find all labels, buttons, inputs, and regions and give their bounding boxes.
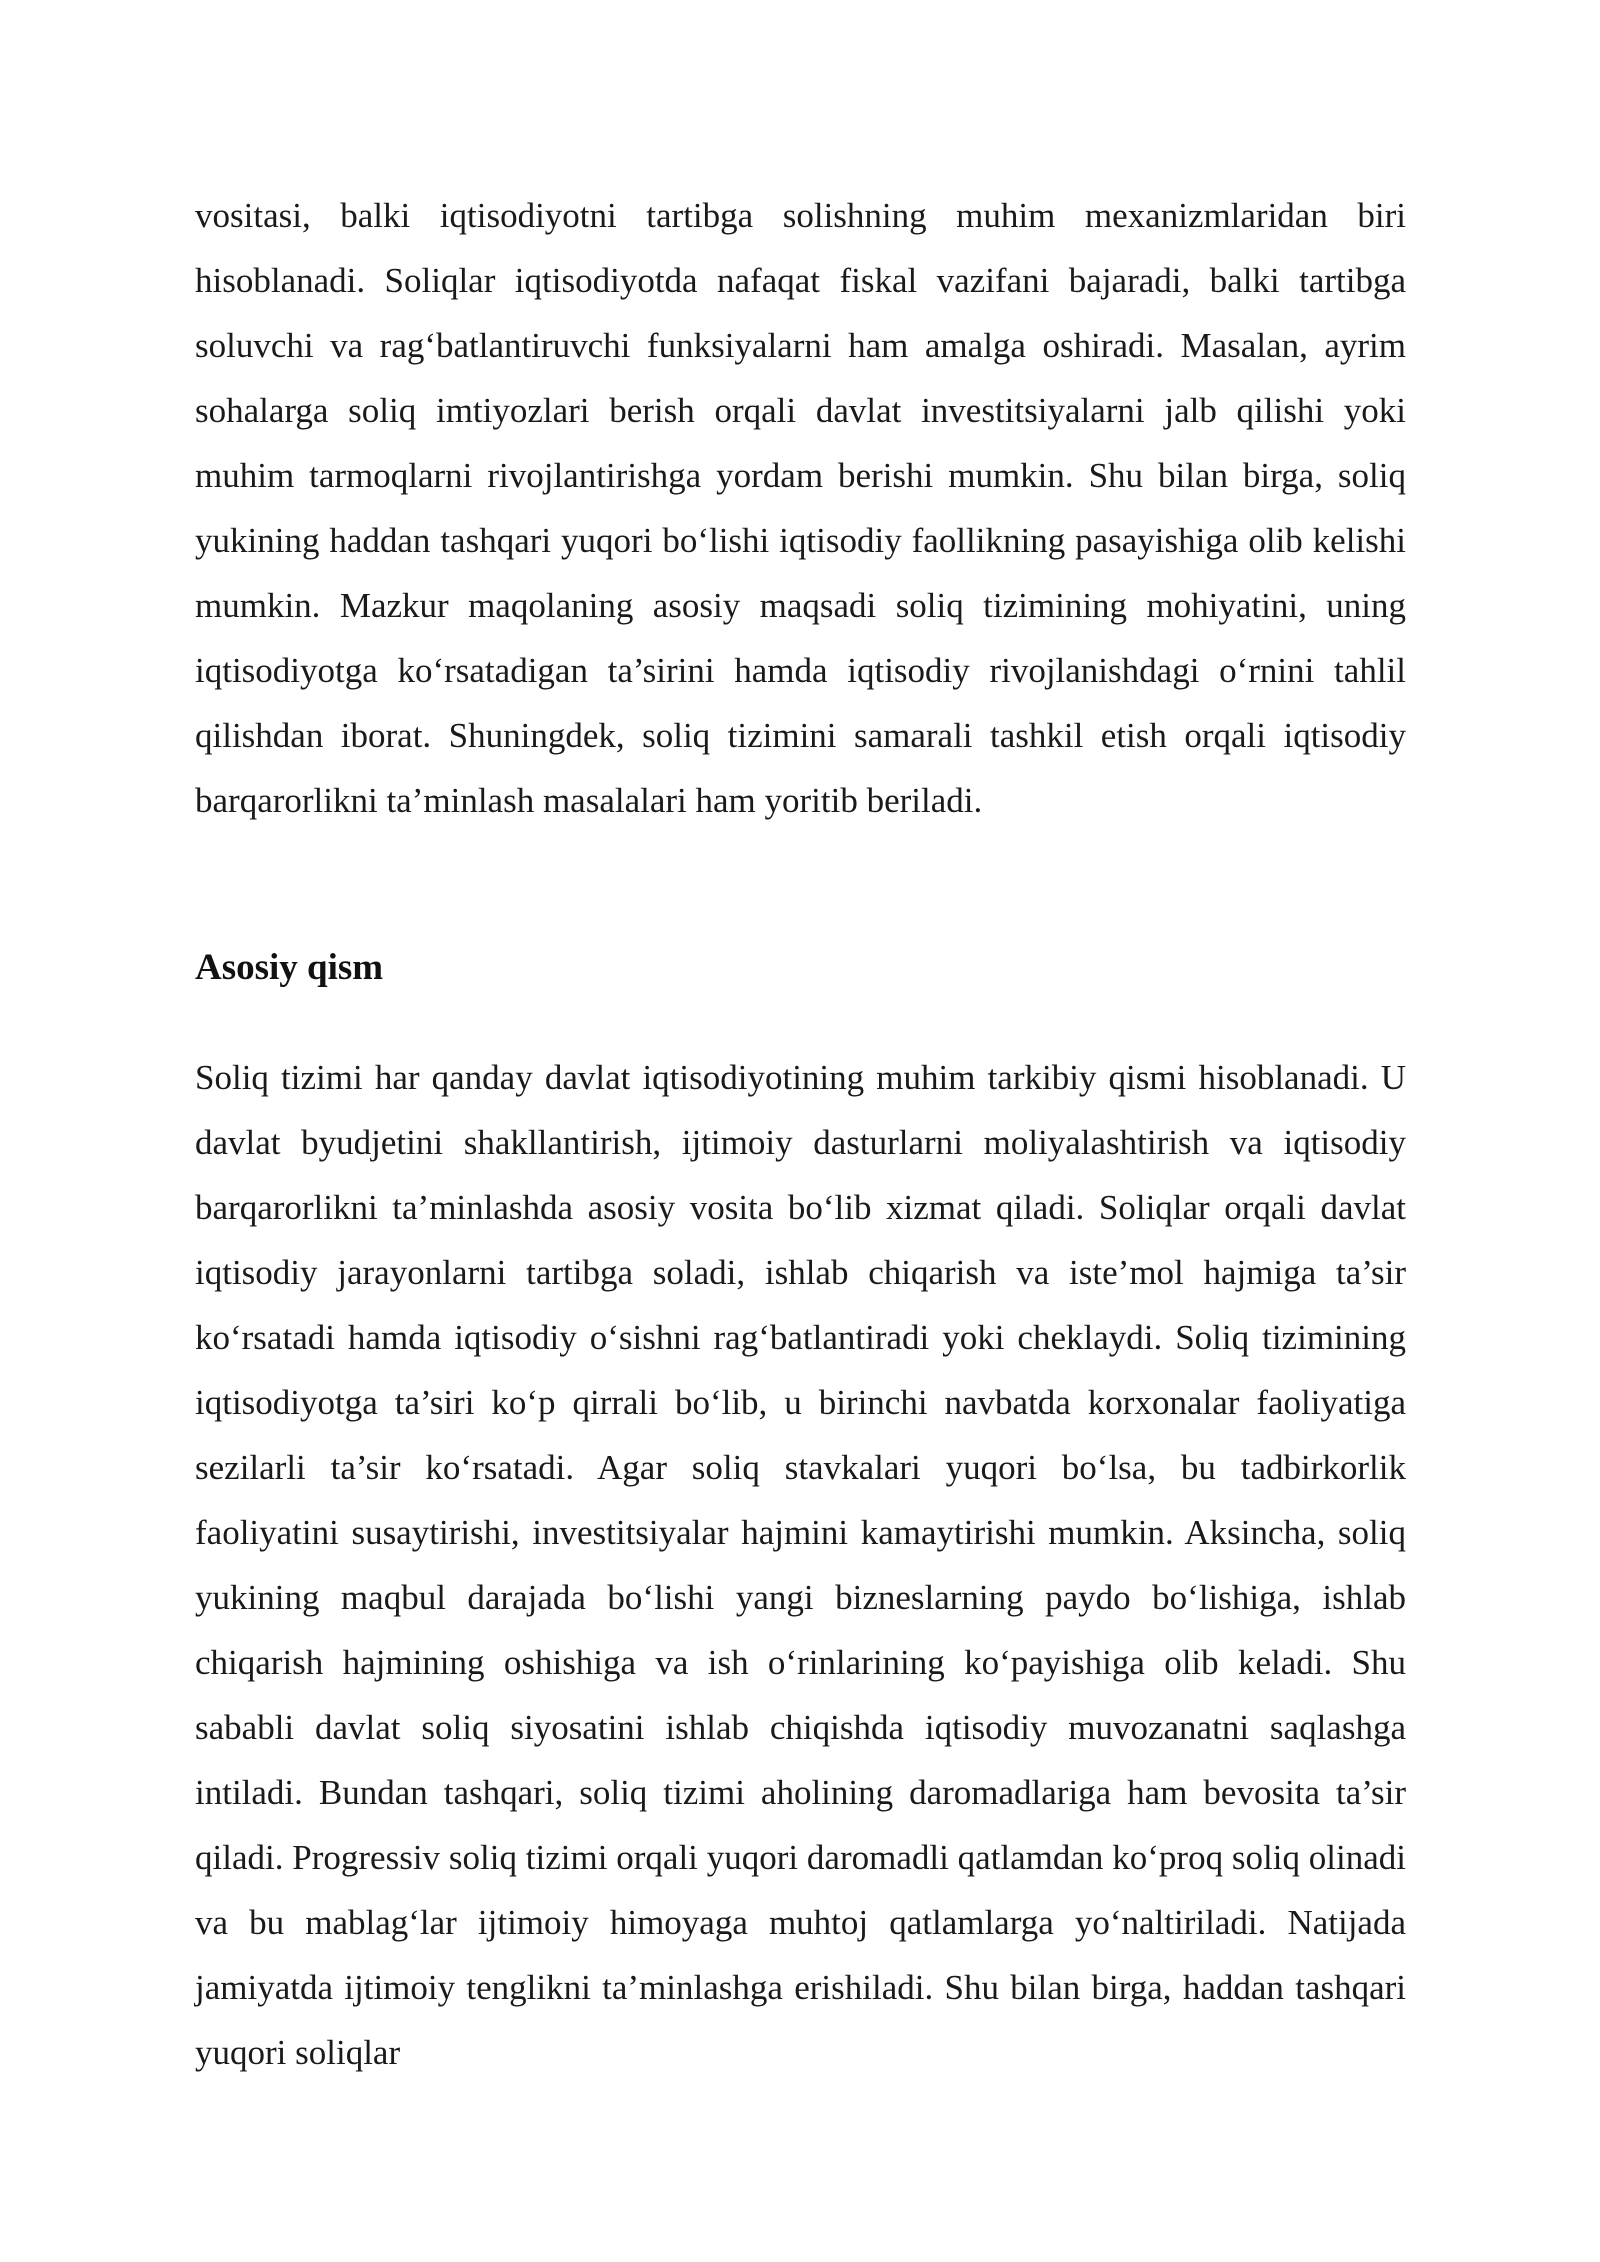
main-paragraph: Soliq tizimi har qanday davlat iqtisodiyotining muhim tarkibiy qismi hisoblanadi. U davlat byudjetini shakllantirish, ijtimoiy dasturlarni moliyalashtirish va iqtisodiy barqarorlikni ta’minlashda asosiy vosita bo‘lib xizmat qiladi. Soliqlar orqali davlat iqtisodiy jarayonlarni tartibga soladi, ishlab chiqarish va iste’mol hajmiga ta’sir ko‘rsatadi hamda iqtisodiy o‘sishni rag‘batlantiradi yoki cheklaydi. Soliq tizimining iqtisodiyotga ta’siri ko‘p qirrali bo‘lib, u birinchi navbatda korxonalar faoliyatiga sezilarli ta’sir ko‘rsatadi. Agar soliq stavkalari yuqori bo‘lsa, bu tadbirkorlik faoliyatini susaytirishi, investitsiyalar hajmini kamaytirishi mumkin. Aksincha, soliq yukining maqbul darajada bo‘lishi yangi bizneslarning paydo bo‘lishiga, ishlab chiqarish hajmining oshishiga va ish o‘rinlarining ko‘payishiga olib keladi. Shu sababli davlat soliq siyosatini ishlab chiqishda iqtisodiy muvozanatni saqlashga intiladi. Bundan tashqari, soliq tizimi aholining daromadlariga ham bevosita ta’sir qiladi. Progressiv soliq tizimi orqali yuqori daromadli qatlamdan ko‘proq soliq olinadi va bu mablag‘lar ijtimoiy himoyaga muhtoj qatlamlarga yo‘naltiriladi. Natijada jamiyatda ijtimoiy tenglikni ta’minlashga erishiladi. Shu bilan birga, haddan tashqari yuqori soliqlar [195,1058,1406,2072]
intro-paragraph: vositasi, balki iqtisodiyotni tartibga solishning muhim mexanizmlaridan biri hisoblanadi. Soliqlar iqtisodiyotda nafaqat fiskal vazifani bajaradi, balki tartibga soluvchi va rag‘batlantiruvchi funksiyalarni ham amalga oshiradi. Masalan, ayrim sohalarga soliq imtiyozlari berish orqali davlat investitsiyalarni jalb qilishi yoki muhim tarmoqlarni rivojlantirishga yordam berishi mumkin. Shu bilan birga, soliq yukining haddan tashqari yuqori bo‘lishi iqtisodiy faollikning pasayishiga olib kelishi mumkin. Mazkur maqolaning asosiy maqsadi soliq tizimining mohiyatini, uning iqtisodiyotga ko‘rsatadigan ta’sirini hamda iqtisodiy rivojlanishdagi o‘rnini tahlil qilishdan iborat. Shuningdek, soliq tizimini samarali tashkil etish orqali iqtisodiy barqarorlikni ta’minlash masalalari ham yoritib beriladi. [195,196,1406,820]
section-heading: Asosiy qism [195,947,384,988]
